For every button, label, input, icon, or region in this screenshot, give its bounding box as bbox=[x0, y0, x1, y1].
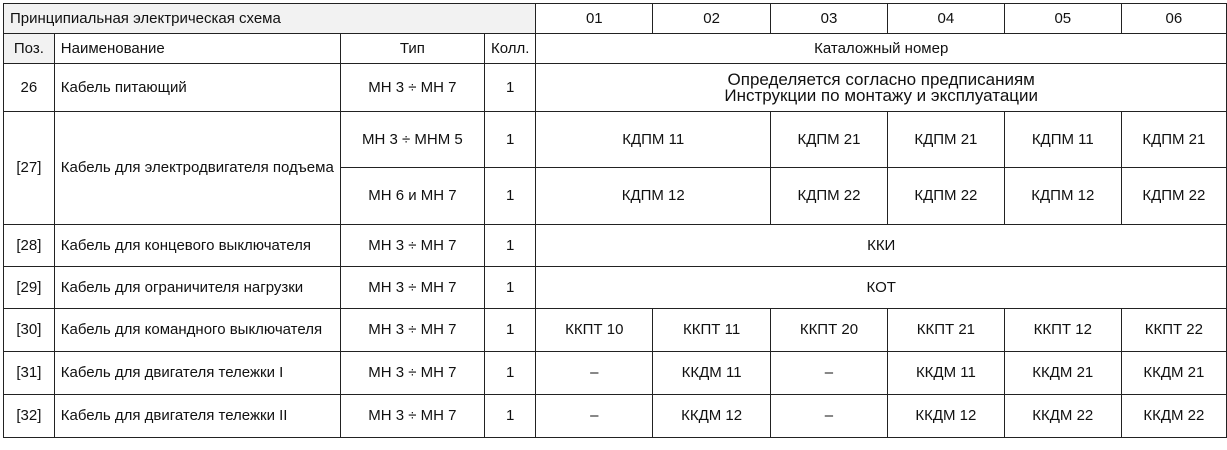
row-qty: 1 bbox=[484, 395, 535, 438]
catalog-cell: КДПМ 21 bbox=[887, 112, 1004, 168]
catalog-cell: ККДМ 12 bbox=[887, 395, 1004, 438]
row-qty: 1 bbox=[484, 309, 535, 352]
title-row bbox=[4, 4, 1227, 34]
row-name: Кабель для ограничителя нагрузки bbox=[54, 267, 340, 309]
qty-header: Колл. bbox=[484, 34, 535, 64]
row-name: Кабель для концевого выключателя bbox=[54, 225, 340, 267]
catalog-cell: ККПТ 11 bbox=[653, 309, 771, 352]
row-qty: 1 bbox=[484, 267, 535, 309]
catalog-cell: КДПМ 21 bbox=[1121, 112, 1226, 168]
catalog-cell: КДПМ 21 bbox=[771, 112, 888, 168]
row-qty: 1 bbox=[484, 352, 535, 395]
catalog-value: КОТ bbox=[536, 267, 1227, 309]
catalog-cell: ККПТ 21 bbox=[887, 309, 1004, 352]
col-header-05: 05 bbox=[1004, 4, 1121, 34]
row-type: МН 6 и МН 7 bbox=[340, 168, 484, 225]
row-pos: [32] bbox=[4, 395, 55, 438]
catalog-cell: ККПТ 12 bbox=[1004, 309, 1121, 352]
catalog-cell: КДПМ 12 bbox=[1004, 168, 1121, 225]
catalog-value: ККИ bbox=[536, 225, 1227, 267]
catalog-cell: КДПМ 12 bbox=[536, 168, 771, 225]
catalog-cell: – bbox=[536, 352, 653, 395]
note-line-2: Инструкции по монтажу и эксплуатации bbox=[724, 85, 1039, 105]
catalog-cell: КДПМ 11 bbox=[1004, 112, 1121, 168]
table-row bbox=[4, 112, 1227, 168]
header-row bbox=[4, 34, 1227, 64]
row-name: Кабель для электродвигателя подъема bbox=[54, 112, 340, 225]
row-name: Кабель для двигателя тележки I bbox=[54, 352, 340, 395]
col-header-03: 03 bbox=[771, 4, 888, 34]
catalog-cell: – bbox=[771, 352, 888, 395]
col-header-04: 04 bbox=[887, 4, 1004, 34]
catalog-cell: ККДМ 12 bbox=[653, 395, 771, 438]
row-name: Кабель питающий bbox=[54, 64, 340, 112]
catalog-header: Каталожный номер bbox=[536, 34, 1227, 64]
row-qty: 1 bbox=[484, 112, 535, 168]
table-row bbox=[4, 352, 1227, 395]
table-row bbox=[4, 309, 1227, 352]
row-type: МН 3 ÷ МН 7 bbox=[340, 225, 484, 267]
col-header-06: 06 bbox=[1121, 4, 1226, 34]
catalog-cell: ККДМ 22 bbox=[1121, 395, 1226, 438]
row-type: МН 3 ÷ МН 7 bbox=[340, 395, 484, 438]
pos-header: Поз. bbox=[4, 34, 55, 64]
row-type: МН 3 ÷ МН 7 bbox=[340, 64, 484, 112]
table-row bbox=[4, 64, 1227, 112]
col-header-01: 01 bbox=[536, 4, 653, 34]
col-header-02: 02 bbox=[653, 4, 771, 34]
catalog-cell: – bbox=[536, 395, 653, 438]
catalog-cell: ККПТ 10 bbox=[536, 309, 653, 352]
table-row bbox=[4, 395, 1227, 438]
catalog-cell: ККДМ 22 bbox=[1004, 395, 1121, 438]
table-row bbox=[4, 267, 1227, 309]
schema-title: Принципиальная электрическая схема bbox=[4, 4, 536, 34]
catalog-cell: ККПТ 20 bbox=[771, 309, 888, 352]
row-pos: [29] bbox=[4, 267, 55, 309]
catalog-cell: – bbox=[771, 395, 888, 438]
catalog-cell: КДПМ 22 bbox=[771, 168, 888, 225]
row-note bbox=[536, 64, 1227, 112]
row-pos: [30] bbox=[4, 309, 55, 352]
row-type: МН 3 ÷ МНМ 5 bbox=[340, 112, 484, 168]
row-type: МН 3 ÷ МН 7 bbox=[340, 309, 484, 352]
catalog-cell: КДПМ 22 bbox=[887, 168, 1004, 225]
row-pos: [31] bbox=[4, 352, 55, 395]
row-type: МН 3 ÷ МН 7 bbox=[340, 267, 484, 309]
catalog-cell: КДПМ 11 bbox=[536, 112, 771, 168]
row-pos: [27] bbox=[4, 112, 55, 225]
catalog-cell: ККДМ 21 bbox=[1121, 352, 1226, 395]
row-qty: 1 bbox=[484, 225, 535, 267]
table-row bbox=[4, 225, 1227, 267]
row-qty: 1 bbox=[484, 64, 535, 112]
catalog-cell: КДПМ 22 bbox=[1121, 168, 1226, 225]
catalog-cell: ККДМ 11 bbox=[653, 352, 771, 395]
row-pos: 26 bbox=[4, 64, 55, 112]
catalog-cell: ККПТ 22 bbox=[1121, 309, 1226, 352]
row-pos: [28] bbox=[4, 225, 55, 267]
row-qty: 1 bbox=[484, 168, 535, 225]
row-name: Кабель для командного выключателя bbox=[54, 309, 340, 352]
note-line-1: Определяется согласно предписаниям bbox=[727, 69, 1035, 89]
name-header: Наименование bbox=[54, 34, 340, 64]
catalog-table bbox=[3, 3, 1227, 438]
type-header: Тип bbox=[340, 34, 484, 64]
row-name: Кабель для двигателя тележки II bbox=[54, 395, 340, 438]
catalog-cell: ККДМ 11 bbox=[887, 352, 1004, 395]
row-type: МН 3 ÷ МН 7 bbox=[340, 352, 484, 395]
catalog-cell: ККДМ 21 bbox=[1004, 352, 1121, 395]
